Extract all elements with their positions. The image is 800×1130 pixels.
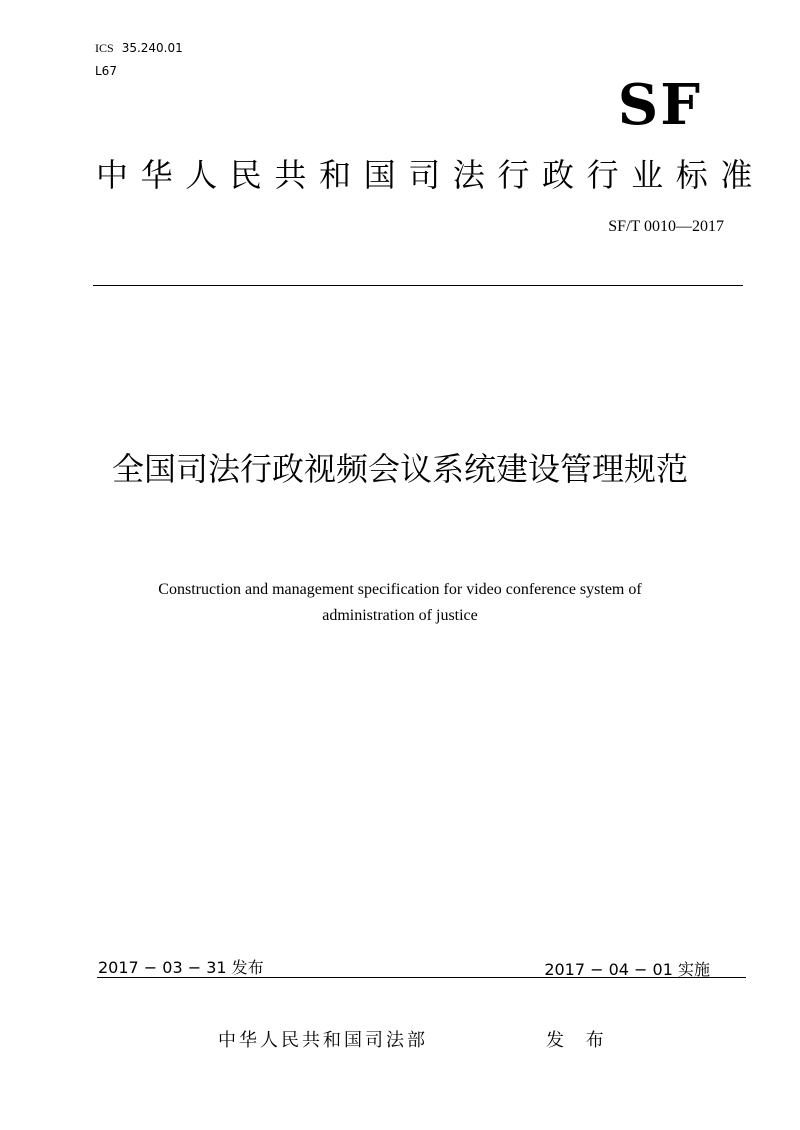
issue-date: 2017 − 03 − 31 发布 [98,958,264,977]
header-divider [93,285,743,286]
standard-number: SF/T 0010—2017 [608,218,724,235]
issue-label: 发 布 [546,1030,612,1051]
document-title-chinese: 全国司法行政视频会议系统建设管理规范 [111,450,688,488]
date-divider [97,977,746,978]
sf-logo: SF [617,72,702,138]
ccs-code: L67 [95,64,117,78]
standard-category: 中华人民共和国司法行政行业标准 [96,156,766,194]
issuing-authority: 中华人民共和国司法部 [218,1030,428,1051]
ics-label: ICS [95,41,114,55]
english-title-line-2: administration of justice [322,607,478,624]
implementation-date: 2017 − 04 − 01 实施 [544,960,710,979]
document-title-english [100,577,700,629]
ics-code: 35.240.01 [121,41,183,55]
ics-code-line [95,40,183,56]
english-title-line-1: Construction and management specification for video conference system of [158,581,642,598]
